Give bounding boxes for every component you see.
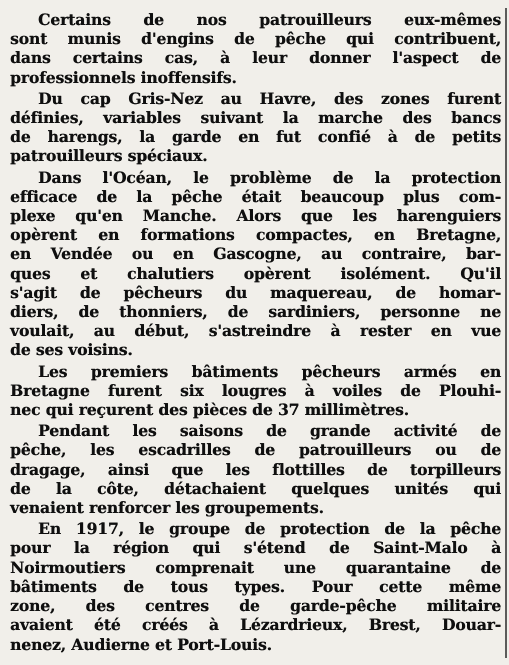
text-line: bâtiments de tous types. Pour cette même [10,576,501,596]
text-line: de harengs, la garde en fut confié à de petits [10,127,501,147]
text-line: voulait, au début, s'astreindre à rester en vue [10,321,501,341]
text-line: pour la région qui s'étend de Saint-Malo à [10,538,501,558]
text-line: dragage, ainsi que les flottilles de torpilleurs [10,459,501,479]
text-line: zone, des centres de garde-pêche militaire [10,596,501,616]
paragraph-5 [10,421,501,517]
text-line: définies, variables suivant la marche des bancs [10,108,501,128]
text-line: en Vendée ou en Gascogne, au contraire, bar- [10,244,501,264]
text-line: nenez, Audierne et Port-Louis. [10,634,272,654]
text-line: diers, de thonniers, de sardiniers, personne ne [10,302,501,322]
text-line: Bretagne furent six lougres à voiles de Plouhi- [10,380,501,400]
text-line: Dans l'Océan, le problème de la protection [38,167,501,187]
text-line: patrouilleurs spéciaux. [10,146,208,166]
paragraph-6 [10,519,501,653]
text-line: de la côte, détachaient quelques unités qui [10,478,501,498]
paragraph-1 [10,10,501,87]
paragraph-4 [10,362,501,420]
text-line: s'agit de pêcheurs du maquereau, de homar- [10,282,501,302]
text-line: sont munis d'engins de pêche qui contribuent, [10,29,501,49]
text-line: Pendant les saisons de grande activité de [38,421,501,441]
text-line: opèrent en formations compactes, en Bretagne, [10,225,501,245]
text-line: En 1917, le groupe de protection de la pêche [38,519,501,539]
text-line: ques et chalutiers opèrent isolément. Qu'il [10,263,501,283]
text-line: venaient renforcer les groupements. [10,498,324,518]
text-line: Les premiers bâtiments pêcheurs armés en [38,361,501,381]
text-line: pêche, les escadrilles de patrouilleurs ou de [10,440,501,460]
text-line: nec qui reçurent des pièces de 37 millimètres. [10,400,409,420]
text-line: de ses voisins. [10,340,133,360]
text-line: professionnels inoffensifs. [10,67,237,87]
text-line: avaient été créés à Lézardrieux, Brest, Douar- [10,615,501,635]
text-line: Noirmoutiers comprenait une quarantaine de [10,557,501,577]
text-line: Du cap Gris-Nez au Havre, des zones furent [38,88,501,108]
paragraph-2 [10,89,501,166]
text-line: dans certains cas, à leur donner l'aspect de [10,48,501,68]
text-line: plexe qu'en Manche. Alors que les harenguiers [10,206,501,226]
text-line: Certains de nos patrouilleurs eux-mêmes [38,10,501,29]
paragraph-3 [10,168,501,360]
text-line: efficace de la pêche était beaucoup plus com- [10,186,501,206]
